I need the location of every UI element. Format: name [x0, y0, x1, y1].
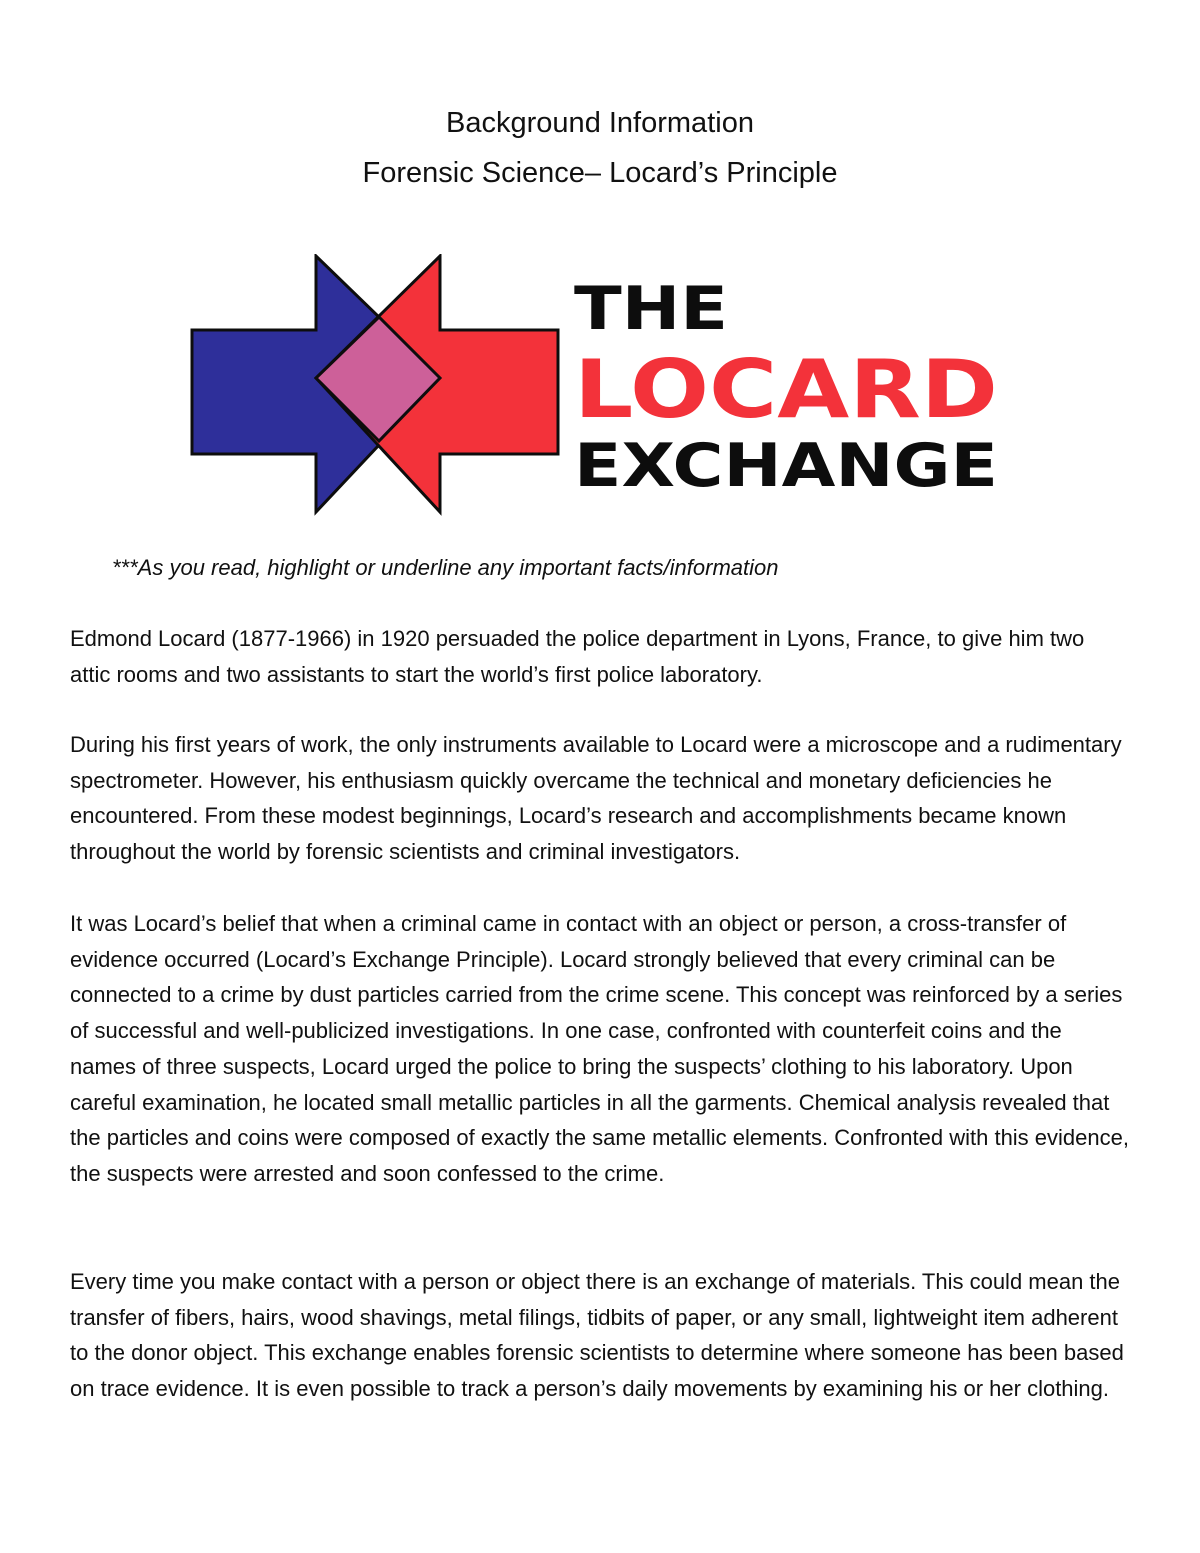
- logo-word-the: THE: [574, 274, 728, 344]
- document-title: Background Information: [446, 107, 754, 139]
- paragraph-2: During his first years of work, the only instruments available to Locard were a microscope and a rudimentary spectrometer. However, his enthusiasm quickly overcame the technical and monetary deficiencies he encountered. From these modest beginnings, Locard’s research and accomplishments became known throughout the world by forensic scientists and criminal investigators.: [70, 732, 1122, 865]
- reading-instruction: ***As you read, highlight or underline any important facts/information: [112, 555, 779, 580]
- document-subtitle: Forensic Science– Locard’s Principle: [362, 157, 838, 189]
- logo-word-exchange: EXCHANGE: [574, 431, 998, 501]
- paragraph-3: It was Locard’s belief that when a criminal came in contact with an object or person, a cross-transfer of evidence occurred (Locard’s Exchange Principle). Locard strongly believed that every criminal can be connected to a crime by dust particles carried from the crime scene. This concept was reinforced by a series of successful and well-publicized investigations. In one case, confronted with counterfeit coins and the names of three suspects, Locard urged the police to bring the suspects’ clothing to his laboratory. Upon careful examination, he located small metallic particles in all the garments. Chemical analysis revealed that the particles and coins were composed of exactly the same metallic elements. Confronted with this evidence, the suspects were arrested and soon confessed to the crime.: [70, 911, 1129, 1186]
- paragraph-4: Every time you make contact with a person or object there is an exchange of materials. This could mean the transfer of fibers, hairs, wood shavings, metal filings, tidbits of paper, or any small, lightweight item adherent to the donor object. This exchange enables forensic scientists to determine where someone has been based on trace evidence. It is even possible to track a person’s daily movements by examining his or her clothing.: [70, 1269, 1124, 1402]
- logo-word-locard: LOCARD: [574, 343, 998, 436]
- paragraph-1: Edmond Locard (1877-1966) in 1920 persuaded the police department in Lyons, France, to give him two attic rooms and two assistants to start the world’s first police laboratory.: [70, 626, 1085, 687]
- locard-exchange-logo: [190, 254, 1010, 516]
